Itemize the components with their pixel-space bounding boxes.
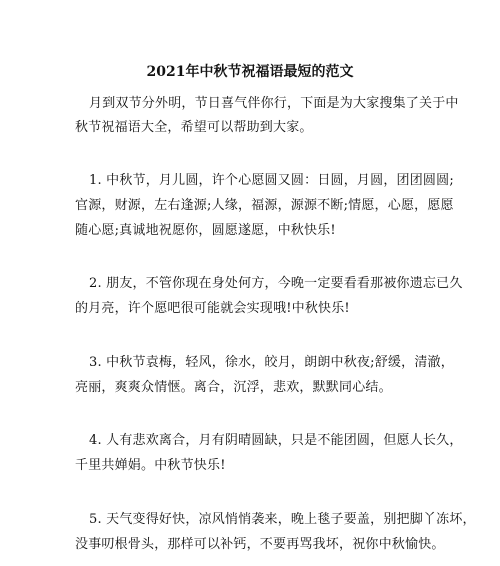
item-1-line-2: 官源，财源，左右逢源;人缘，福源，源源不断;情愿，心愿，愿愿 xyxy=(75,198,454,213)
item-3-line-2: 亮丽，爽爽众情惬。离合，沉浮，悲欢，默默同心结。 xyxy=(75,380,392,395)
intro-line-1: 月到双节分外明，节日喜气伴你行，下面是为大家搜集了关于中 xyxy=(89,96,459,111)
item-5-line-2: 没事叨根骨头，那样可以补钙，不要再骂我坏，祝你中秋愉快。 xyxy=(75,537,445,552)
item-2-line-1: 2. 朋友，不管你现在身处何方，今晚一定要看看那被你遗忘已久 xyxy=(89,276,463,291)
item-4-line-1: 4. 人有悲欢离合，月有阴晴圆缺，只是不能团圆，但愿人长久， xyxy=(89,433,463,448)
item-4-line-2: 千里共婵娟。中秋节快乐! xyxy=(75,458,226,473)
item-1-line-1: 1. 中秋节，月儿圆，许个心愿圆又圆：日圆，月圆，团团圆圆; xyxy=(89,173,454,188)
item-3-line-1: 3. 中秋节袁梅，轻风，徐水，皎月，朗朗中秋夜;舒缓，清澈， xyxy=(89,355,454,370)
item-2-line-2: 的月亮，许个愿吧很可能就会实现哦!中秋快乐! xyxy=(75,301,350,316)
document-title: 2021年中秋节祝福语最短的范文 xyxy=(146,64,354,80)
item-5-line-1: 5. 天气变得好快，凉风悄悄袭来，晚上毯子要盖，别把脚丫冻坏， xyxy=(89,512,476,527)
intro-line-2: 秋节祝福语大全，希望可以帮助到大家。 xyxy=(75,120,313,135)
item-1-line-3: 随心愿;真诚地祝愿你，圆愿遂愿，中秋快乐! xyxy=(75,223,336,238)
